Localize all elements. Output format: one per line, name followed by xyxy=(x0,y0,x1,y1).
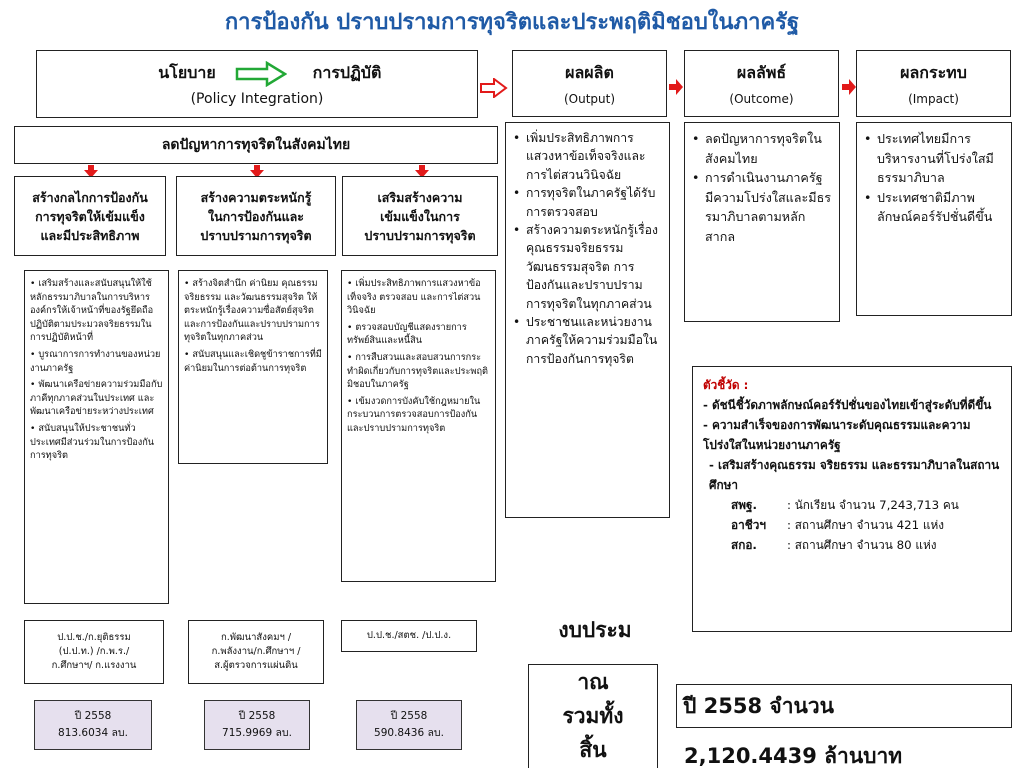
output-item: • ประชาชนและหน่วยงานภาครัฐให้ความร่วมมือในการป้องกันการทุจริต xyxy=(512,313,663,368)
impact-detail xyxy=(856,122,1012,316)
budget-year: ปี 2558 xyxy=(238,710,276,722)
strategy-detail-1 xyxy=(24,270,169,604)
arrow-right-icon xyxy=(841,78,857,96)
output-item: • สร้างความตระหนักรู้เรื่องคุณธรรมจริยธรรม วัฒนธรรมสุจริต การป้องกันและปราบปรามการทุจริตในทุกภาคส่วน xyxy=(512,221,663,313)
outcome-sub: (Outcome) xyxy=(729,92,794,106)
indicator-row: สพฐ. : นักเรียน จำนวน 7,243,713 คน xyxy=(731,498,959,512)
budget-box-2 xyxy=(204,700,310,750)
impact-item: • ประเทศไทยมีการบริหารงานที่โปร่งใสมีธรรมาภิบาล xyxy=(863,129,1005,188)
detail-item: • สนับสนุนและเชิดชูข้าราชการที่มีค่านิยมในการต่อต้านการทุจริต xyxy=(184,348,322,374)
budget-amount: 813.6034 ลบ. xyxy=(58,727,128,739)
outcome-detail xyxy=(684,122,840,322)
total-label-top: งบประม xyxy=(558,618,632,642)
strategy-detail-2 xyxy=(178,270,328,464)
indicators-heading: ตัวชี้วัด : xyxy=(703,378,749,392)
total-amount-value: 2,120.4439 ล้านบาท xyxy=(684,744,903,768)
policy-label: นโยบาย xyxy=(158,63,216,82)
strategy-heading-1: สร้างกลไกการป้องกัน การทุจริตให้เข้มแข็ง และมีประสิทธิภาพ xyxy=(14,176,166,256)
outcome-label: ผลลัพธ์ xyxy=(736,63,787,82)
policy-arrow-icon xyxy=(235,61,287,87)
page-title: การป้องกัน ปราบปรามการทุจริตและประพฤติมิชอบในภาครัฐ xyxy=(224,10,800,35)
output-label: ผลผลิต xyxy=(565,63,614,82)
budget-year: ปี 2558 xyxy=(390,710,428,722)
impact-label: ผลกระทบ xyxy=(900,63,967,82)
budget-amount: 590.8436 ลบ. xyxy=(374,727,444,739)
strategy-heading-2: สร้างความตระหนักรู้ ในการป้องกันและ ปราบปรามการทุจริต xyxy=(176,176,336,256)
budget-box-3 xyxy=(356,700,462,750)
strategy-detail-3 xyxy=(341,270,496,582)
agency-box-1: ป.ป.ช./ก.ยุติธรรม (ป.ป.ท.) /ก.พ.ร./ ก.ศึกษาฯ/ ก.แรงงาน xyxy=(24,620,164,684)
strategy-heading-3: เสริมสร้างความ เข้มแข็งในการ ปราบปรามการทุจริต xyxy=(342,176,498,256)
output-item: • การทุจริตในภาครัฐได้รับการตรวจสอบ xyxy=(512,184,663,221)
output-sub: (Output) xyxy=(563,92,616,106)
detail-item: • เสริมสร้างและสนับสนุนให้ใช้หลักธรรมาภิบาลในการบริหารองค์กรให้เจ้าหน้าที่ของรัฐยึดถือปฏิบัติตามประมวลจริยธรรมในการปฏิบัติหน้าที่ xyxy=(30,278,154,344)
agency-box-2: ก.พัฒนาสังคมฯ / ก.พลังงาน/ก.ศึกษาฯ / ส.ผู้ตรวจการแผ่นดิน xyxy=(188,620,324,684)
output-detail xyxy=(505,122,670,518)
total-amount-box: ปี 2558 จำนวน xyxy=(676,684,1012,728)
indicator-line: - เสริมสร้างคุณธรรม จริยธรรม และธรรมาภิบาลในสถานศึกษา xyxy=(709,458,1000,492)
indicator-line: - ความสำเร็จของการพัฒนาระดับคุณธรรมและความโปร่งใสในหน่วยงานภาครัฐ xyxy=(703,418,971,452)
total-label-box: าณ รวมทั้ง สิ้น xyxy=(528,664,658,768)
detail-item: • บูรณาการการทำงานของหน่วยงานภาครัฐ xyxy=(30,348,161,374)
indicator-row: สกอ. : สถานศึกษา จำนวน 80 แห่ง xyxy=(731,538,937,552)
detail-item: • เพิ่มประสิทธิภาพการแสวงหาข้อเท็จจริง ตรวจสอบ และการไต่สวนวินิจฉัย xyxy=(347,278,481,317)
indicators-box xyxy=(692,366,1012,632)
practice-label: การปฏิบัติ xyxy=(312,63,382,82)
budget-amount: 715.9969 ลบ. xyxy=(222,727,292,739)
outcome-header xyxy=(684,50,839,117)
budget-box-1 xyxy=(34,700,152,750)
arrow-right-icon xyxy=(480,78,508,98)
output-header xyxy=(512,50,667,117)
budget-year: ปี 2558 xyxy=(74,710,112,722)
detail-item: • เข้มงวดการบังคับใช้กฎหมายในกระบวนการตรวจสอบการป้องกันและปราบปรามการทุจริต xyxy=(347,395,481,434)
detail-item: • สนับสนุนให้ประชาชนทั่วประเทศมีส่วนร่วมในการป้องกันการทุจริต xyxy=(30,422,155,462)
detail-item: • ตรวจสอบบัญชีแสดงรายการทรัพย์สินและหนี้สิน xyxy=(347,321,467,347)
detail-item: • สร้างจิตสำนึก ค่านิยม คุณธรรม จริยธรรม และวัฒนธรรมสุจริต ให้ตระหนักรู้เรื่องความซื่อสัตย์สุจริตและการป้องกันและปราบปรามการทุจริตในทุกภาคส่วน xyxy=(184,278,320,344)
indicator-line: - ดัชนีชี้วัดภาพลักษณ์คอร์รัปชั่นของไทยเข้าสู่ระดับที่ดีขึ้น xyxy=(703,398,992,412)
agency-box-3: ป.ป.ช./สตช. /ป.ป.ง. xyxy=(341,620,477,652)
output-item: • เพิ่มประสิทธิภาพการแสวงหาข้อเท็จจริงและการไต่สวนวินิจฉัย xyxy=(512,129,663,184)
detail-item: • การสืบสวนและสอบสวนการกระทำผิดเกี่ยวกับการทุจริตและประพฤติมิชอบในภาครัฐ xyxy=(347,351,488,391)
outcome-item: • ลดปัญหาการทุจริตในสังคมไทย xyxy=(691,129,833,168)
impact-header xyxy=(856,50,1011,117)
policy-sub: (Policy Integration) xyxy=(190,91,324,107)
goal-box: ลดปัญหาการทุจริตในสังคมไทย xyxy=(14,126,498,164)
policy-box xyxy=(36,50,478,118)
impact-item: • ประเทศชาติมีภาพลักษณ์คอร์รัปชั่นดีขึ้น xyxy=(863,188,1005,227)
impact-sub: (Impact) xyxy=(908,92,959,106)
detail-item: • พัฒนาเครือข่ายความร่วมมือกับภาคีทุกภาคส่วนในประเทศ และพัฒนาเครือข่ายระหว่างประเทศ xyxy=(30,379,163,418)
indicator-row: อาชีวฯ : สถานศึกษา จำนวน 421 แห่ง xyxy=(731,518,944,532)
arrow-right-icon xyxy=(668,78,684,96)
outcome-item: • การดำเนินงานภาครัฐ มีความโปร่งใสและมีธรรมาภิบาลตามหลักสากล xyxy=(691,168,833,246)
